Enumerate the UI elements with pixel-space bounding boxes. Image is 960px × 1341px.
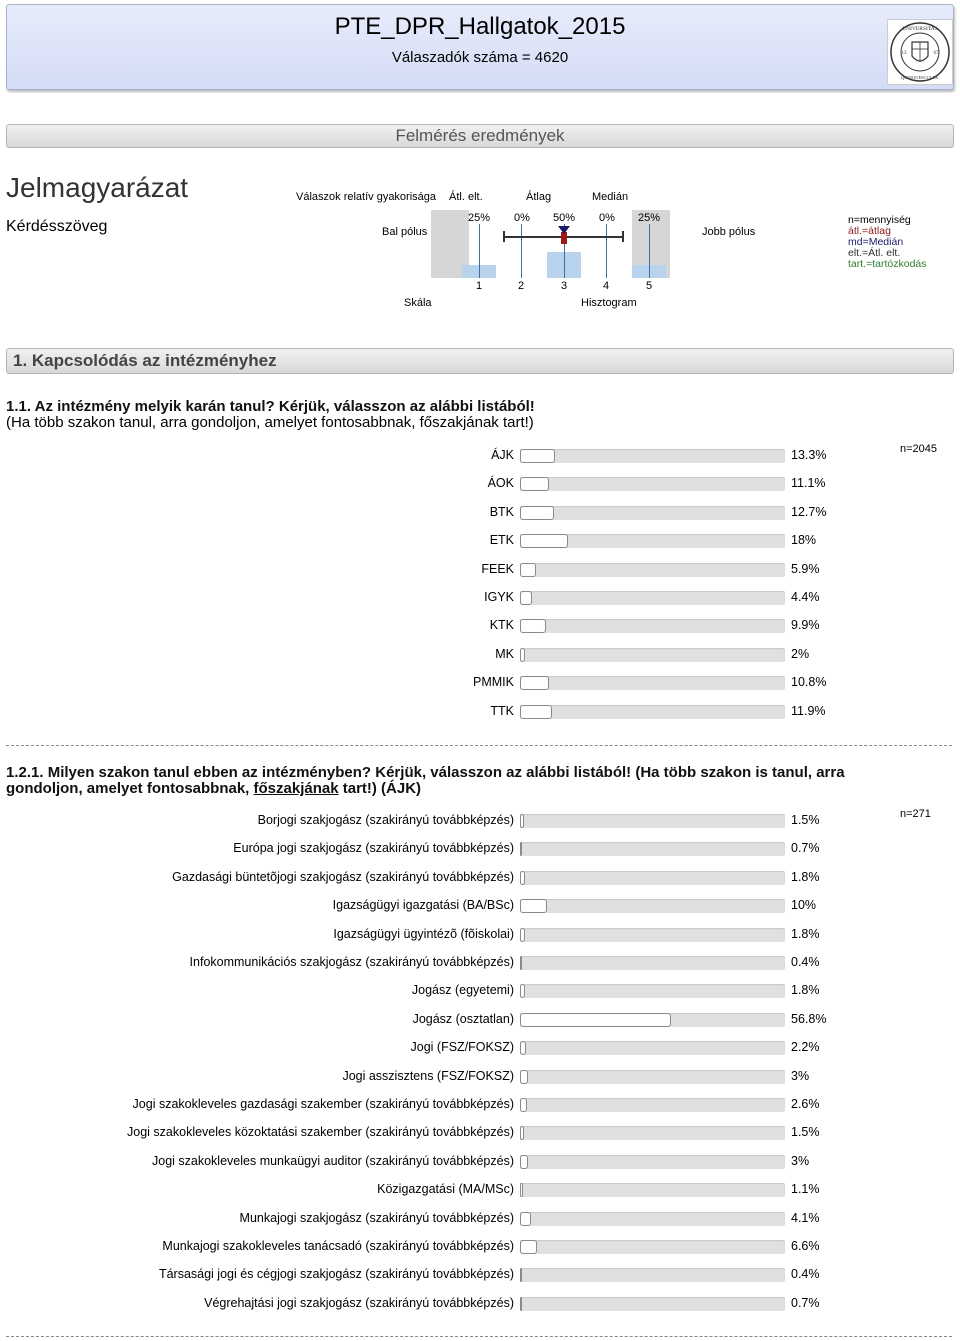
legend-scale-line-2 — [521, 224, 522, 278]
svg-text:QUINQUEECCLES.: QUINQUEECCLES. — [900, 75, 940, 80]
q2-bar-track — [520, 1212, 785, 1226]
svg-text:UNIVERSITAS: UNIVERSITAS — [902, 26, 938, 32]
legend-pct-2: 0% — [514, 212, 530, 224]
q2-percent-value: 1.5% — [791, 813, 820, 827]
q2-bar-fill — [520, 1155, 528, 1169]
legend-scale-1: 1 — [476, 280, 483, 292]
q2-percent-value: 1.8% — [791, 869, 820, 884]
legend-mean: Átlag — [526, 191, 552, 203]
legend-scale-2: 2 — [518, 280, 525, 292]
q1-row-label: IGYK — [484, 590, 514, 604]
q1-row-label: ÁOK — [487, 476, 514, 491]
q2-bar-fill — [520, 1297, 522, 1311]
q2-title-line-1: 1.2.1. Milyen szakon tanul ebben az intézményben? Kérjük, válasszon az alábbi listából! (Ha több szakon is tanul, arra — [6, 764, 845, 781]
q2-bar-track — [520, 814, 785, 828]
q1-bar-track — [520, 449, 785, 463]
q2-title-underlined: főszakjának — [253, 780, 339, 797]
q2-bar-fill — [520, 1268, 522, 1282]
q2-bar-fill — [520, 842, 522, 856]
q2-bar-fill — [520, 1212, 531, 1226]
legend-histogram-label: Hisztogram — [581, 297, 637, 309]
q1-row-label: TTK — [490, 703, 514, 718]
legend-median-marker — [558, 226, 570, 234]
q1-percent-value: 4.4% — [791, 590, 820, 604]
q2-row-label: Munkajogi szakokleveles tanácsadó (szakirányú továbbképzés) — [162, 1239, 514, 1253]
q2-percent-value: 6.6% — [791, 1239, 820, 1253]
q2-bar-fill — [520, 1126, 524, 1140]
legend-rel-freq: Válaszok relatív gyakorisága — [296, 191, 437, 203]
q2-bar-fill — [520, 871, 525, 885]
q1-bar-fill — [520, 563, 536, 577]
q2-bar-track — [520, 1240, 785, 1254]
legend-scale-4: 4 — [603, 280, 610, 292]
q1-subtitle: (Ha több szakon tanul, arra gondoljon, amelyet fontosabbnak, főszakjának tart!) — [6, 414, 534, 431]
q1-bar-fill — [520, 477, 549, 491]
section-1-bar — [6, 348, 954, 374]
q1-row-label: FEEK — [481, 561, 514, 576]
q2-row-label: Infokommunikációs szakjogász (szakirányú továbbképzés) — [189, 955, 514, 969]
q2-bar-track — [520, 1268, 785, 1282]
legend-median: Medián — [592, 191, 629, 203]
q2-title-line-2 — [6, 780, 421, 797]
q1-bar-fill — [520, 619, 546, 633]
q2-percent-value: 10% — [791, 898, 817, 913]
q2-bar-fill — [520, 984, 525, 998]
q2-bar-track — [520, 1013, 785, 1027]
q2-bar-fill — [520, 899, 547, 913]
legend-question-text: Kérdésszöveg — [6, 218, 108, 235]
q2-bar-fill — [520, 928, 525, 942]
q1-row-label: PMMIK — [473, 675, 514, 690]
q2-title-part-3: tart!) (ÁJK) — [338, 780, 422, 797]
q2-percent-value: 0.4% — [791, 955, 820, 969]
legend-scale-3: 3 — [561, 280, 568, 292]
q2-bar-fill — [520, 1013, 671, 1027]
q1-row-label: MK — [495, 646, 514, 661]
q2-bar-track — [520, 1126, 785, 1140]
legend-scale-5: 5 — [646, 280, 653, 292]
legend-scale-line-5 — [649, 224, 650, 278]
report-header — [6, 4, 954, 90]
q2-bar-track — [520, 1183, 785, 1197]
q2-row-label: Jogi szakokleveles munkaügyi auditor (szakirányú továbbképzés) — [152, 1153, 514, 1168]
q1-n-count: n=2045 — [900, 443, 938, 455]
q1-bar-fill — [520, 534, 568, 548]
q2-row-label: Jogász (egyetemi) — [411, 983, 514, 998]
legend-key-std-dev: elt.=Átl. elt. — [848, 247, 901, 259]
q1-percent-value: 13.3% — [791, 448, 827, 462]
q1-bar-track — [520, 705, 785, 719]
q2-percent-value: 56.8% — [791, 1011, 827, 1026]
legend-pct-5: 25% — [638, 212, 661, 224]
q2-bar-fill — [520, 1240, 537, 1254]
section-1-title: 1. Kapcsolódás az intézményhez — [13, 351, 277, 370]
q2-bar-track — [520, 956, 785, 970]
q2-bar-fill — [520, 1183, 523, 1197]
q2-row-label: Jogi szakokleveles közoktatási szakember (szakirányú továbbképzés) — [127, 1125, 514, 1140]
q2-percent-value: 3% — [791, 1153, 810, 1168]
legend-key-abstention: tart.=tartózkodás — [848, 258, 927, 270]
q2-bar-track — [520, 899, 785, 913]
svg-text:13: 13 — [901, 51, 907, 56]
q2-percent-value: 2.2% — [791, 1040, 820, 1055]
q2-row-label: Jogász (osztatlan) — [412, 1011, 514, 1026]
q1-percent-value: 18% — [791, 533, 817, 548]
q2-bar-track — [520, 1297, 785, 1311]
legend-title: Jelmagyarázat — [6, 172, 189, 203]
q1-bar-track — [520, 534, 785, 548]
q2-bar-fill — [520, 1041, 526, 1055]
q1-percent-value: 10.8% — [791, 675, 827, 690]
legend-scale-line-1 — [479, 224, 480, 278]
q2-percent-value: 1.5% — [791, 1125, 820, 1140]
q1-bar-fill — [520, 449, 555, 463]
legend-key — [848, 215, 927, 270]
q2-bar-track — [520, 842, 785, 856]
q1-bar-track — [520, 591, 785, 605]
q2-row-label: Közigazgatási (MA/MSc) — [377, 1182, 514, 1197]
results-title: Felmérés eredmények — [395, 126, 565, 145]
q2-bar-fill — [520, 1070, 528, 1084]
q2-row-label: Jogi (FSZ/FOKSZ) — [410, 1040, 514, 1055]
q1-percent-value: 12.7% — [791, 504, 827, 519]
q1-percent-value: 2% — [791, 646, 810, 661]
q1-percent-value: 11.9% — [791, 703, 826, 718]
q2-percent-value: 1.8% — [791, 983, 820, 998]
q2-row-label: Végrehajtási jogi szakjogász (szakirányú továbbképzés) — [204, 1295, 514, 1310]
q1-bar-fill — [520, 506, 554, 520]
q1-bar-fill — [520, 648, 525, 662]
q2-bar-fill — [520, 1098, 527, 1112]
q2-row-label: Munkajogi szakjogász (szakirányú továbbképzés) — [239, 1210, 514, 1225]
q1-percent-value: 11.1% — [791, 476, 826, 491]
q1-row-label: ETK — [489, 533, 514, 548]
q2-row-label: Igazságügyi ügyintézõ (fõiskolai) — [333, 926, 514, 941]
q2-bar-track — [520, 1070, 785, 1084]
q2-row-label: Európa jogi szakjogász (szakirányú továbbképzés) — [233, 841, 514, 856]
q1-bar-fill — [520, 705, 552, 719]
q1-percent-value: 9.9% — [791, 618, 820, 633]
q2-bar-track — [520, 1098, 785, 1112]
legend-right-pole: Jobb pólus — [702, 226, 756, 238]
q2-bar-fill — [520, 814, 524, 828]
legend-key-n: n=mennyiség — [848, 214, 911, 226]
q1-row-label: BTK — [489, 504, 514, 519]
legend-pct-4: 0% — [599, 212, 615, 224]
legend-scale-line-4 — [606, 224, 607, 278]
q2-percent-value: 3% — [791, 1068, 810, 1083]
legend-std-dev: Átl. elt. — [449, 191, 483, 203]
q2-bar-fill — [520, 956, 522, 970]
q2-percent-value: 0.7% — [791, 841, 820, 856]
q1-row-label: ÁJK — [491, 448, 514, 462]
q2-bar-track — [520, 871, 785, 885]
q1-bar-track — [520, 506, 785, 520]
q1-bar-track — [520, 648, 785, 662]
svg-text:67: 67 — [933, 51, 939, 56]
legend-scale-label: Skála — [404, 297, 432, 309]
legend-std-dev-cap-left — [503, 231, 505, 242]
q1-percent-value: 5.9% — [791, 561, 820, 576]
legend-key-mean: átl.=átlag — [848, 225, 891, 237]
legend-key-median: md=Medián — [848, 236, 904, 248]
q2-percent-value: 0.4% — [791, 1267, 820, 1282]
q2-row-label: Jogi asszisztens (FSZ/FOKSZ) — [342, 1068, 514, 1083]
q2-row-label: Borjogi szakjogász (szakirányú továbbképzés) — [257, 813, 514, 827]
q2-row-label: Gazdasági büntetõjogi szakjogász (szakirányú továbbképzés) — [172, 869, 514, 884]
legend-left-pole: Bal pólus — [382, 226, 428, 238]
q2-percent-value: 1.8% — [791, 926, 820, 941]
q1-bar-fill — [520, 676, 549, 690]
respondent-count: Válaszadók száma = 4620 — [391, 49, 569, 66]
q1-bar-track — [520, 676, 785, 690]
q1-bar-track — [520, 477, 785, 491]
q2-percent-value: 4.1% — [791, 1210, 820, 1225]
q2-bar-track — [520, 928, 785, 942]
q2-n-count: n=271 — [900, 808, 931, 820]
q2-bar-track — [520, 984, 785, 998]
q2-percent-value: 0.7% — [791, 1295, 820, 1310]
q2-row-label: Igazságügyi igazgatási (BA/BSc) — [332, 898, 514, 913]
q1-bar-fill — [520, 591, 532, 605]
q2-percent-value: 2.6% — [791, 1097, 820, 1111]
q2-row-label: Jogi szakokleveles gazdasági szakember (szakirányú továbbképzés) — [132, 1097, 514, 1111]
report-title: PTE_DPR_Hallgatok_2015 — [334, 13, 626, 40]
divider-bottom — [6, 1336, 952, 1337]
q2-title-part-1: gondoljon, amelyet fontosabbnak, — [6, 780, 254, 797]
legend-pct-3: 50% — [553, 212, 576, 224]
q2-bar-track — [520, 1155, 785, 1169]
q1-bar-track — [520, 619, 785, 633]
q1-title: 1.1. Az intézmény melyik karán tanul? Kérjük, válasszon az alábbi listából! — [6, 398, 535, 415]
q2-row-label: Társasági jogi és cégjogi szakjogász (szakirányú továbbképzés) — [158, 1267, 514, 1282]
q2-bar-track — [520, 1041, 785, 1055]
legend-std-dev-cap-right — [622, 231, 624, 242]
divider — [6, 745, 952, 746]
university-seal-logo — [887, 19, 953, 85]
q1-bar-track — [520, 563, 785, 577]
legend-pct-1: 25% — [468, 212, 491, 224]
results-section-bar — [6, 124, 954, 148]
q1-row-label: KTK — [489, 618, 514, 633]
q2-percent-value: 1.1% — [791, 1182, 820, 1197]
